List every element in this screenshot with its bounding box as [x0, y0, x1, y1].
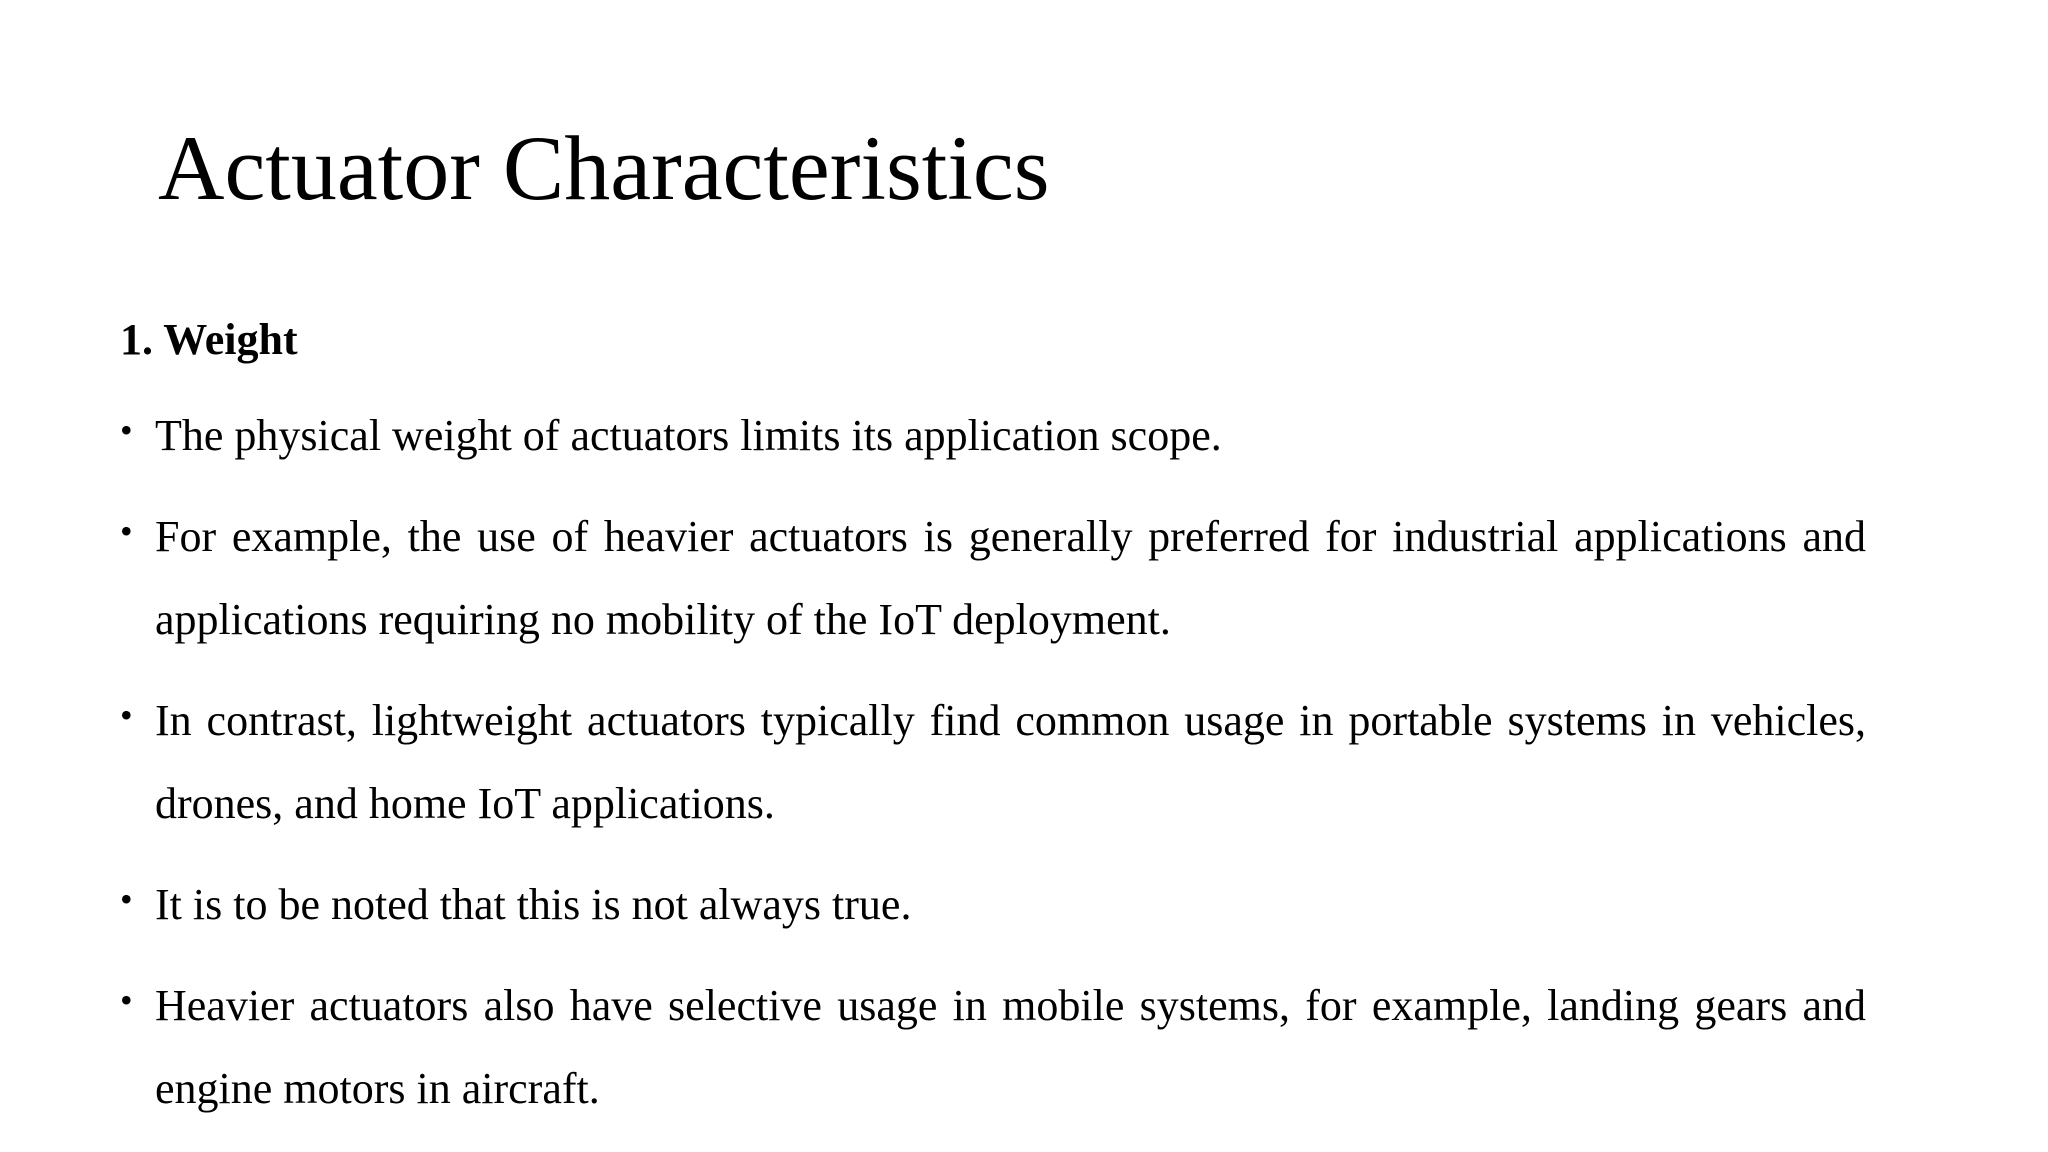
bullet-icon: •: [120, 879, 133, 919]
bullet-text: For example, the use of heavier actuators is generally preferred for industrial applications and applications requiring no mobility of the IoT deployment.: [155, 512, 1866, 644]
bullet-icon: •: [120, 980, 133, 1020]
bullet-icon: •: [120, 410, 133, 450]
bullet-item: [120, 394, 1866, 477]
bullet-icon: •: [120, 511, 133, 551]
slide-content: [120, 308, 1866, 1148]
section-heading: 1. Weight: [120, 315, 298, 364]
bullet-item: [120, 863, 1866, 946]
bullet-text: It is to be noted that this is not always true.: [155, 880, 912, 929]
bullet-text: Heavier actuators also have selective usage in mobile systems, for example, landing gears and engine motors in aircraft.: [155, 981, 1866, 1113]
slide-title: Actuator Characteristics: [158, 117, 1050, 219]
bullet-text: The physical weight of actuators limits its application scope.: [155, 411, 1222, 460]
bullet-item: [120, 679, 1866, 845]
bullet-icon: •: [120, 695, 133, 735]
bullet-text: In contrast, lightweight actuators typically find common usage in portable systems in vehicles, drones, and home IoT applications.: [155, 696, 1866, 828]
bullet-item: [120, 964, 1866, 1130]
bullet-list: [120, 394, 1866, 1130]
bullet-item: [120, 495, 1866, 661]
